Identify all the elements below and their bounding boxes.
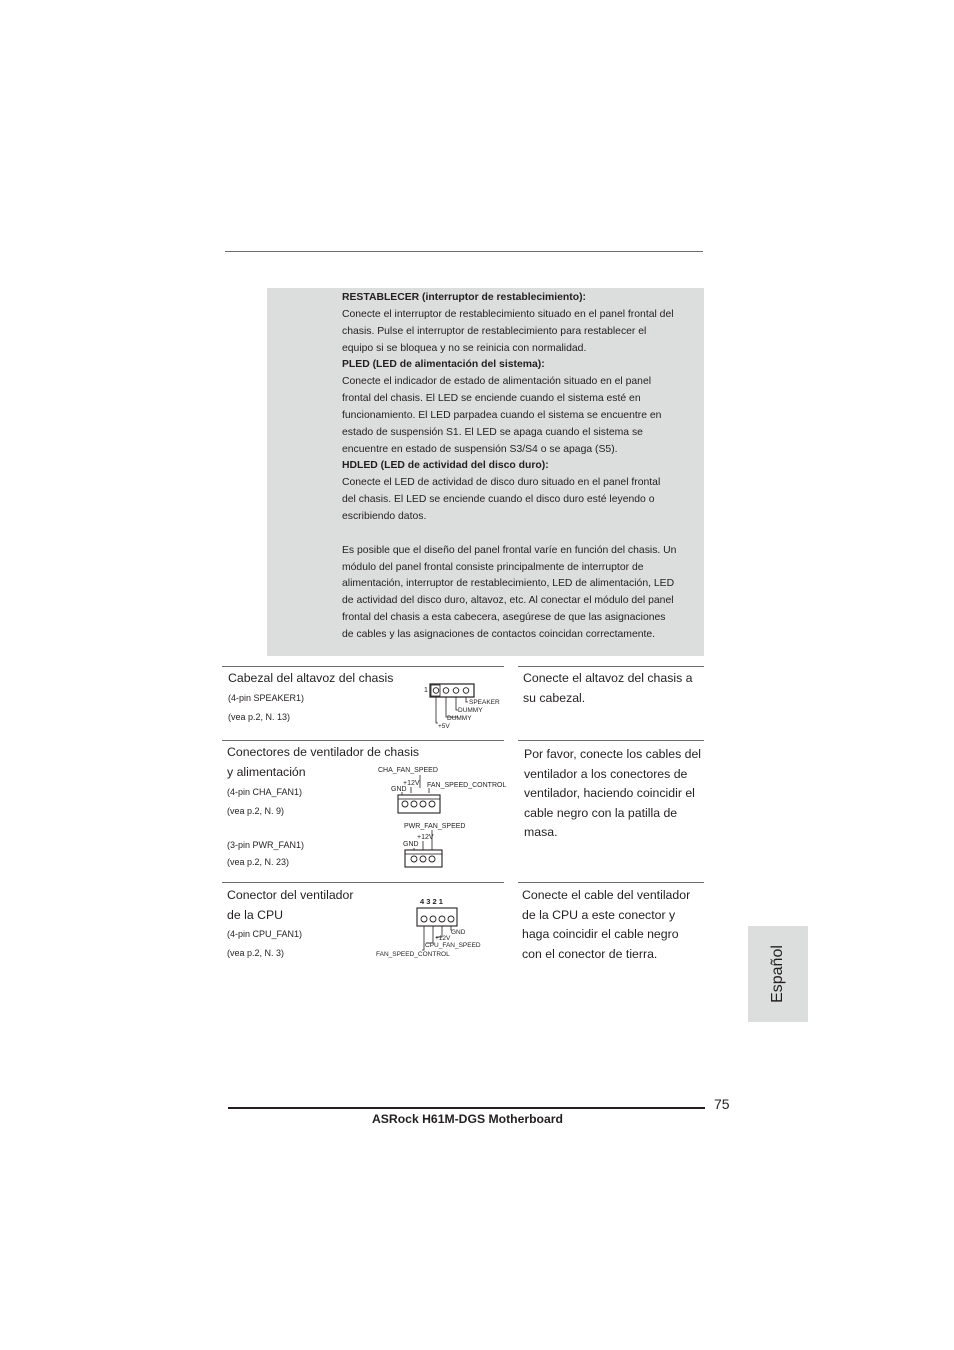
speaker-label-5v: +5V (438, 723, 450, 730)
language-tab (748, 926, 808, 1022)
footer-rule (228, 1107, 705, 1109)
cpu-fan-title-line: Conector del ventilador (227, 888, 354, 902)
cpu-pin-numbers: 4 3 2 1 (420, 897, 443, 906)
cha-fan-ref: (vea p.2, N. 9) (227, 806, 285, 816)
pwr-fan-connector-body (405, 850, 442, 867)
note-line: frontal del chasis a esta cabecera, asegúrese de que las asignaciones (342, 612, 666, 624)
cha-speed-control-label: FAN_SPEED_CONTROL (427, 782, 507, 789)
chassis-fan-diagram (376, 762, 516, 872)
cha-fan-pin: (4-pin CHA_FAN1) (227, 787, 303, 797)
speaker-title: Cabezal del altavoz del chasis (228, 671, 394, 685)
pwr-fan-pin (429, 856, 435, 862)
speaker-pin (463, 688, 469, 694)
cpu-speed-control-label: FAN_SPEED_CONTROL (376, 951, 450, 958)
speaker-ref: (vea p.2, N. 13) (228, 712, 291, 722)
speaker-desc-line: Conecte el altavoz del chasis a (523, 671, 693, 685)
cpu-fan-pin (430, 916, 436, 922)
language-tab-label: Español (769, 945, 786, 1003)
cpu-fan-left-rule (222, 882, 504, 883)
reset-line: equipo si se bloquea y no se reinicia con normalidad. (342, 342, 587, 354)
speaker-pin (443, 688, 449, 694)
cpu-fan-desc-line: Conecte el cable del ventilador (522, 888, 691, 902)
cpu-fan-pin (439, 916, 445, 922)
cpu-fan-title (227, 886, 353, 925)
cha-fan-pin (420, 801, 426, 807)
fan-right-rule (518, 740, 704, 741)
cha-fan-speed-label: CHA_FAN_SPEED (378, 767, 438, 774)
pled-title: PLED (LED de alimentación del sistema): (342, 359, 545, 371)
cha-gnd-label: GND (391, 786, 407, 793)
pwr-fan-speed-label: PWR_FAN_SPEED (404, 823, 466, 830)
cha-fan-pin (429, 801, 435, 807)
cha-12v-label: +12V (403, 780, 420, 787)
note-line: Es posible que el diseño del panel frontal varíe en función del chasis. Un (342, 544, 677, 556)
cpu-fan-desc-line: de la CPU a este conector y (522, 907, 676, 922)
reset-title: RESTABLECER (interruptor de restablecimiento): (342, 292, 587, 303)
speaker-label-speaker: SPEAKER (469, 699, 500, 706)
cpu-fan-pin (421, 916, 427, 922)
speaker-desc (523, 669, 693, 708)
hdled-title: HDLED (LED de actividad del disco duro): (342, 460, 549, 472)
speaker-label-dummy: DUMMY (458, 707, 483, 714)
pwr-fan-ref: (vea p.2, N. 23) (227, 857, 290, 867)
cpu-fan-speed-label: CPU_FAN_SPEED (425, 942, 481, 949)
cpu-12v-label: +12V (435, 935, 451, 942)
cpu-fan-pin (448, 916, 454, 922)
speaker-connector-body (430, 684, 474, 697)
pwr-12v-label: +12V (417, 834, 434, 841)
cpu-fan-connector-body (417, 908, 457, 926)
note-line: módulo del panel frontal consiste principalmente de interruptor de (342, 561, 644, 573)
note-line: alimentación, interruptor de restablecimiento, LED de alimentación, LED (342, 578, 675, 590)
pwr-fan-pin: (3-pin PWR_FAN1) (227, 840, 305, 850)
cha-fan-connector-body (398, 795, 440, 813)
fan-desc-line: ventilador, haciendo coincidir el (524, 786, 695, 800)
cha-fan-pin (411, 801, 417, 807)
speaker-pin1-label: 1 (424, 687, 428, 694)
cha-fan-pin (402, 801, 408, 807)
info-box-text (342, 290, 704, 644)
fan-desc-line: Por favor, conecte los cables del (524, 747, 702, 761)
pled-line: encuentre en estado de suspensión S3/S4 o se apaga (S5). (342, 443, 618, 455)
cpu-fan-desc (522, 886, 690, 964)
speaker-desc-line: su cabezal. (523, 690, 586, 705)
fan-desc-line: cable negro con la patilla de (524, 805, 678, 820)
hdled-line: escribiendo datos. (342, 510, 427, 522)
speaker-pin (433, 688, 439, 694)
cpu-fan-right-rule (518, 882, 704, 883)
page-number: 75 (714, 1096, 730, 1112)
hdled-line: Conecte el LED de actividad de disco duro situado en el panel frontal (342, 477, 661, 489)
fan-desc-line: ventilador a los conectores de (524, 766, 688, 781)
top-rule (225, 251, 703, 252)
pled-line: frontal del chasis. El LED se enciende cuando el sistema esté en (342, 393, 641, 405)
speaker-label-dummy: DUMMY (447, 715, 472, 722)
reset-line: Conecte el interruptor de restablecimiento situado en el panel frontal del (342, 308, 674, 320)
speaker-header-diagram (420, 680, 504, 732)
pwr-fan-pin (411, 856, 417, 862)
pled-line: estado de suspensión S1. El LED se apaga cuando el sistema se (342, 426, 643, 438)
speaker-left-rule (222, 666, 504, 667)
pled-line: Conecte el indicador de estado de alimentación situado en el panel (342, 376, 652, 388)
pled-line: funcionamiento. El LED parpadea cuando el sistema se encuentre en (342, 409, 662, 421)
fan-desc (524, 745, 701, 843)
fan-title-line: Conectores de ventilador de chasis (227, 745, 420, 759)
note-line: de actividad del disco duro, altavoz, etc. Al conectar el módulo del panel (342, 595, 674, 607)
cpu-fan-desc-line: haga coincidir el cable negro (522, 927, 679, 941)
fan-left-rule (222, 740, 504, 741)
pwr-fan-pin (420, 856, 426, 862)
cpu-fan-ref: (vea p.2, N. 3) (227, 948, 285, 958)
footer-model: ASRock H61M-DGS Motherboard (372, 1112, 563, 1126)
hdled-line: del chasis. El LED se enciende cuando el disco duro esté leyendo o (342, 494, 655, 506)
fan-desc-line: masa. (524, 825, 558, 839)
cpu-fan-pin: (4-pin CPU_FAN1) (227, 929, 303, 939)
cpu-gnd-label: GND (451, 929, 466, 936)
pwr-gnd-label: GND (403, 841, 419, 848)
cpu-fan-diagram (374, 894, 494, 960)
speaker-pin: (4-pin SPEAKER1) (228, 693, 305, 703)
fan-title-line: y alimentación (227, 764, 306, 779)
speaker-pin (453, 688, 459, 694)
cpu-fan-desc-line: con el conector de tierra. (522, 946, 658, 961)
note-line: de cables y las asignaciones de contactos coincidan correctamente. (342, 628, 656, 640)
speaker-right-rule (518, 666, 704, 667)
cpu-fan-title-line: de la CPU (227, 907, 284, 922)
reset-line: chasis. Pulse el interruptor de restablecimiento para restablecer el (342, 325, 647, 337)
